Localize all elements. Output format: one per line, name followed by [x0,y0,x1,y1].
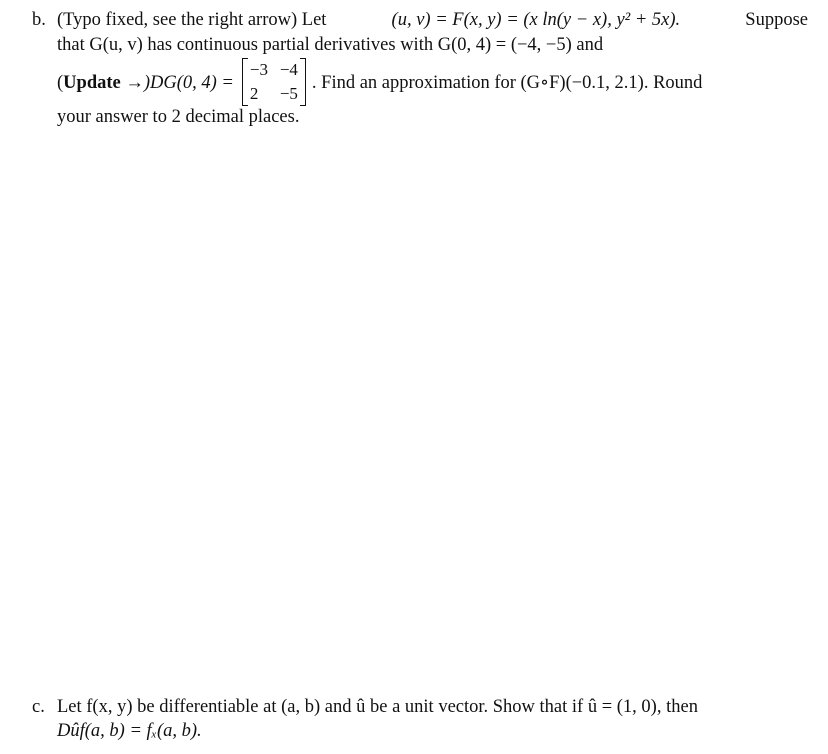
matrix-entry-1-1: −3 [249,60,269,79]
problem-b-line-1-left: (Typo fixed, see the right arrow) Let [57,10,327,30]
problem-c-line-1: Let f(x, y) be differentiable at (a, b) and û be a unit vector. Show that if û = (1, 0), then [57,697,698,717]
matrix-entry-1-2: −4 [279,60,298,79]
jacobian-prefix: )DG(0, 4) = [143,72,234,93]
matrix-right-bracket [300,58,306,106]
problem-b-line-2: that G(u, v) has continuous partial derivatives with G(0, 4) = (−4, −5) and [57,35,604,55]
jacobian-matrix [242,58,306,106]
problem-c-marker: c. [32,697,45,717]
problem-b-line-3-after-matrix: . Find an approximation for (G∘F)(−0.1, 2.1). Round [311,73,703,93]
matrix-entries [248,58,300,106]
problem-b-line-1 [57,10,808,31]
matrix-entry-2-1: 2 [249,84,259,103]
problem-b-marker: b. [32,10,46,30]
problem-b-line-3 [57,59,702,107]
problem-c-line-2: Dûf(a, b) = fₓ(a, b). [57,721,202,741]
update-label: Update → [63,72,144,93]
problem-b-line-4: your answer to 2 decimal places. [57,107,300,127]
paren-open: ( [57,72,64,93]
matrix-entry-2-2: −5 [279,84,298,103]
problem-b-line-1-right: Suppose [745,10,808,30]
problem-b-function-definition: (u, v) = F(x, y) = (x ln(y − x), y² + 5x). [391,10,681,30]
